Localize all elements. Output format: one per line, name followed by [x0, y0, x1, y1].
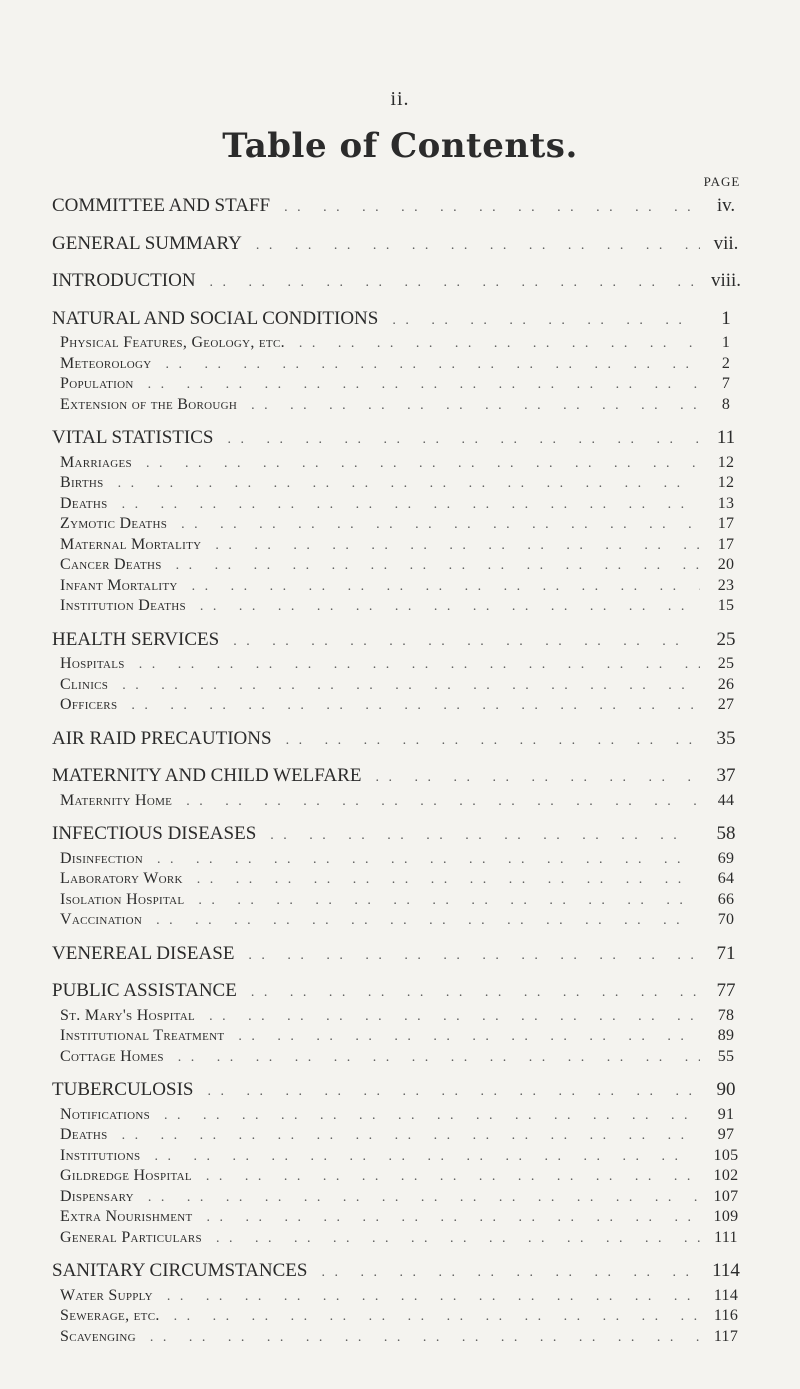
toc-entry-page: 105 — [713, 1146, 739, 1164]
toc-entry-page: 23 — [717, 576, 735, 594]
dot-leader — [117, 696, 700, 717]
toc-section — [52, 820, 752, 931]
toc-section-heading[interactable] — [52, 725, 752, 754]
toc-entry-page: 25 — [717, 655, 735, 672]
toc-entry-page: 12 — [717, 453, 735, 471]
toc-entry-page: 27 — [717, 696, 735, 713]
toc-entry[interactable] — [52, 1228, 752, 1249]
toc-entry[interactable] — [52, 1105, 752, 1126]
toc-entry-page: 89 — [717, 1027, 735, 1044]
toc-entry[interactable] — [52, 1026, 752, 1047]
toc-section-heading[interactable] — [52, 230, 752, 259]
toc-entry[interactable] — [52, 675, 752, 696]
toc-entry-page: 12 — [717, 474, 735, 491]
toc-entry-page: 111 — [714, 1228, 738, 1246]
toc-entry-label: Clinics — [60, 675, 109, 693]
dot-leader — [140, 1147, 700, 1168]
toc-section-heading[interactable] — [52, 977, 752, 1006]
dot-leader — [167, 515, 700, 536]
toc-entry-label: Disinfection — [60, 849, 143, 867]
toc-entry[interactable] — [52, 1207, 752, 1228]
toc-section-heading[interactable] — [52, 192, 752, 221]
toc-entry-page: 114 — [713, 1286, 739, 1304]
toc-entry-label: Institutions — [60, 1146, 141, 1164]
toc-entry[interactable] — [52, 596, 752, 617]
toc-entry-page: 55 — [717, 1047, 735, 1065]
toc-entry-label: Cottage Homes — [60, 1047, 164, 1065]
dot-leader — [202, 1229, 700, 1250]
dot-leader — [361, 764, 700, 793]
dot-leader — [270, 194, 700, 223]
toc-section-title: PUBLIC ASSISTANCE — [52, 980, 237, 1001]
dot-leader — [192, 1208, 700, 1229]
toc-page-number: 35 — [716, 727, 736, 749]
toc-entry-page: 91 — [717, 1105, 735, 1123]
toc-section-title: VENEREAL DISEASE — [52, 942, 235, 964]
toc-section — [52, 1257, 752, 1347]
toc-entry-label: Officers — [60, 696, 118, 713]
toc-entry[interactable] — [52, 333, 752, 354]
page-title: Table of Contents. — [222, 126, 578, 166]
toc-entry-label: Dispensary — [60, 1187, 134, 1205]
toc-page-number: 37 — [716, 765, 736, 786]
dot-leader — [125, 655, 700, 676]
toc-entry[interactable] — [52, 1187, 752, 1208]
dot-leader — [256, 822, 700, 851]
dot-leader — [196, 269, 700, 298]
toc-entry-page: 78 — [717, 1006, 735, 1024]
toc-entry-page: 44 — [717, 791, 735, 809]
toc-entry-page: 26 — [717, 675, 735, 693]
toc-page-number: 90 — [716, 1079, 736, 1100]
dot-leader — [108, 676, 700, 697]
dot-leader — [132, 454, 700, 475]
toc-section-title: TUBERCULOSIS — [52, 1079, 194, 1100]
toc-entry[interactable] — [52, 849, 752, 870]
toc-entry-page: 1 — [721, 334, 731, 351]
dot-leader — [104, 474, 700, 495]
toc-section-title: MATERNITY AND CHILD WELFARE — [52, 765, 362, 786]
toc-section-title: HEALTH SERVICES — [52, 628, 220, 650]
toc-page-number: 71 — [716, 942, 736, 964]
toc-entry[interactable] — [52, 1125, 752, 1146]
toc-entry-label: Hospitals — [60, 655, 125, 672]
toc-entry-page: 17 — [717, 535, 735, 553]
toc-entry-label: Institution Deaths — [60, 597, 186, 614]
toc-entry-page: 116 — [713, 1307, 739, 1324]
toc-entry-label: Institutional Treatment — [60, 1027, 225, 1044]
toc-entry-label: Deaths — [60, 494, 108, 512]
toc-entry-label: St. Mary's Hospital — [60, 1006, 196, 1024]
toc-entry-label: Isolation Hospital — [60, 890, 185, 908]
toc-entry[interactable] — [52, 494, 752, 515]
toc-entry-label: Zymotic Deaths — [60, 515, 168, 532]
toc-entry-page: 64 — [717, 870, 735, 887]
toc-page-number: viii. — [710, 270, 742, 291]
toc-entry-page: 7 — [721, 375, 731, 392]
toc-page-number: 58 — [716, 823, 736, 844]
toc-section — [52, 267, 752, 296]
dot-leader — [237, 979, 700, 1008]
toc-section-title: SANITARY CIRCUMSTANCES — [52, 1260, 308, 1281]
dot-leader — [195, 1007, 700, 1028]
toc-entry-label: Laboratory Work — [60, 870, 183, 887]
toc-section — [52, 230, 752, 259]
page-number: ii. — [390, 88, 410, 110]
dot-leader — [134, 375, 700, 396]
dot-leader — [201, 536, 700, 557]
toc-entry-label: Notifications — [60, 1105, 151, 1123]
toc-entry-page: 2 — [721, 354, 731, 372]
toc-entry[interactable] — [52, 576, 752, 597]
toc-section — [52, 977, 752, 1067]
toc-entry-label: Cancer Deaths — [60, 556, 162, 573]
toc-section-title: NATURAL AND SOCIAL CONDITIONS — [52, 307, 379, 329]
dot-leader — [234, 942, 700, 971]
toc-entry-page: 20 — [717, 556, 735, 573]
toc-entry-page: 13 — [717, 494, 735, 512]
toc-section-heading[interactable] — [52, 424, 752, 453]
dot-leader — [136, 1328, 700, 1349]
toc-page-number: 25 — [716, 628, 736, 650]
dot-leader — [172, 792, 700, 813]
toc-entry[interactable] — [52, 1286, 752, 1307]
dot-leader — [134, 1188, 700, 1209]
toc-entry-page: 70 — [717, 911, 735, 928]
toc-entry-label: Scavenging — [60, 1327, 136, 1345]
toc-entry[interactable] — [52, 473, 752, 494]
dot-leader — [193, 1078, 700, 1107]
toc-section — [52, 192, 752, 221]
toc-section — [52, 725, 752, 754]
toc-entry[interactable] — [52, 453, 752, 474]
dot-leader — [192, 1167, 700, 1188]
toc-entry-label: Maternal Mortality — [60, 535, 202, 553]
toc-entry-label: Maternity Home — [60, 791, 173, 809]
toc-section-heading[interactable] — [52, 762, 752, 791]
dot-leader — [184, 891, 700, 912]
dot-leader — [153, 1287, 700, 1308]
toc-section-heading[interactable] — [52, 626, 752, 655]
toc-entry[interactable] — [52, 890, 752, 911]
dot-leader — [143, 850, 700, 871]
toc-entry-label: Vaccination — [60, 911, 143, 928]
toc-section-title: AIR RAID PRECAUTIONS — [52, 727, 272, 749]
toc-page-number: 114 — [712, 1260, 740, 1281]
toc-entry[interactable] — [52, 1166, 752, 1187]
toc-page-number: vii. — [713, 232, 739, 254]
toc-page-number: 77 — [716, 980, 736, 1001]
toc-entry-label: Marriages — [60, 453, 132, 471]
toc-section-title: VITAL STATISTICS — [52, 427, 214, 448]
toc-entry[interactable] — [52, 910, 752, 931]
dot-leader — [160, 1307, 700, 1328]
toc-entry[interactable] — [52, 1006, 752, 1027]
dot-leader — [237, 396, 700, 417]
toc-entry[interactable] — [52, 1047, 752, 1068]
toc-entry-page: 17 — [717, 515, 735, 532]
dot-leader — [285, 334, 700, 355]
toc-section-title: INFECTIOUS DISEASES — [52, 823, 257, 844]
toc-section-heading[interactable] — [52, 1076, 752, 1105]
toc-entry-label: General Particulars — [60, 1228, 202, 1246]
toc-entry-label: Population — [60, 375, 134, 392]
toc-entry[interactable] — [52, 555, 752, 576]
toc-entry[interactable] — [52, 1306, 752, 1327]
toc-entry-label: Water Supply — [60, 1286, 153, 1304]
toc-entry-page: 117 — [713, 1327, 739, 1345]
toc-section — [52, 762, 752, 811]
dot-leader — [164, 1048, 700, 1069]
toc-entry-label: Extension of the Borough — [60, 395, 238, 413]
toc-page-number: 1 — [721, 307, 731, 329]
toc-entry-label: Sewerage, etc. — [60, 1307, 160, 1324]
toc-entry[interactable] — [52, 791, 752, 812]
table-of-contents — [52, 192, 752, 1356]
toc-entry-page: 8 — [721, 395, 731, 413]
toc-entry-page: 66 — [717, 890, 735, 908]
toc-entry-page: 69 — [717, 849, 735, 867]
toc-entry[interactable] — [52, 1327, 752, 1348]
dot-leader — [178, 577, 700, 598]
dot-leader — [162, 556, 700, 577]
toc-entry[interactable] — [52, 695, 752, 716]
dot-leader — [307, 1259, 700, 1288]
toc-entry[interactable] — [52, 395, 752, 416]
toc-entry[interactable] — [52, 654, 752, 675]
toc-entry-label: Extra Nourishment — [60, 1208, 193, 1225]
toc-page-number: iv. — [716, 195, 736, 216]
toc-section — [52, 626, 752, 716]
dot-leader — [272, 727, 700, 756]
dot-leader — [242, 232, 700, 261]
toc-section-heading[interactable] — [52, 267, 752, 296]
toc-entry[interactable] — [52, 354, 752, 375]
dot-leader — [108, 495, 700, 516]
dot-leader — [108, 1126, 700, 1147]
dot-leader — [224, 1027, 700, 1048]
toc-entry-page: 107 — [713, 1187, 739, 1205]
toc-section — [52, 940, 752, 969]
toc-section — [52, 1076, 752, 1248]
toc-entry-page: 97 — [717, 1126, 735, 1143]
toc-section-heading[interactable] — [52, 940, 752, 969]
toc-entry-page: 15 — [717, 597, 735, 614]
toc-entry-label: Physical Features, Geology, etc. — [60, 334, 285, 351]
toc-section-title: INTRODUCTION — [52, 270, 196, 291]
toc-entry[interactable] — [52, 374, 752, 395]
page-column-header: PAGE — [703, 174, 741, 189]
dot-leader — [186, 597, 700, 618]
toc-section-title: GENERAL SUMMARY — [52, 232, 242, 254]
toc-section-title: COMMITTEE AND STAFF — [52, 195, 271, 216]
toc-entry[interactable] — [52, 514, 752, 535]
toc-section-heading[interactable] — [52, 305, 752, 334]
toc-entry[interactable] — [52, 1146, 752, 1167]
toc-entry-label: Gildredge Hospital — [60, 1167, 192, 1184]
dot-leader — [183, 870, 700, 891]
dot-leader — [378, 307, 700, 336]
toc-section — [52, 424, 752, 617]
dot-leader — [219, 628, 700, 657]
toc-entry-label: Deaths — [60, 1126, 108, 1143]
dot-leader — [150, 1106, 700, 1127]
toc-entry-page: 102 — [713, 1167, 739, 1184]
toc-entry[interactable] — [52, 869, 752, 890]
dot-leader — [213, 426, 700, 455]
toc-section-heading[interactable] — [52, 820, 752, 849]
toc-entry-label: Infant Mortality — [60, 576, 178, 594]
toc-entry-label: Births — [60, 474, 104, 491]
dot-leader — [142, 911, 700, 932]
toc-section-heading[interactable] — [52, 1257, 752, 1286]
toc-entry[interactable] — [52, 535, 752, 556]
toc-entry-label: Meteorology — [60, 354, 152, 372]
dot-leader — [151, 355, 700, 376]
toc-entry-page: 109 — [713, 1208, 739, 1225]
toc-page-number: 11 — [716, 427, 736, 448]
toc-section — [52, 305, 752, 416]
